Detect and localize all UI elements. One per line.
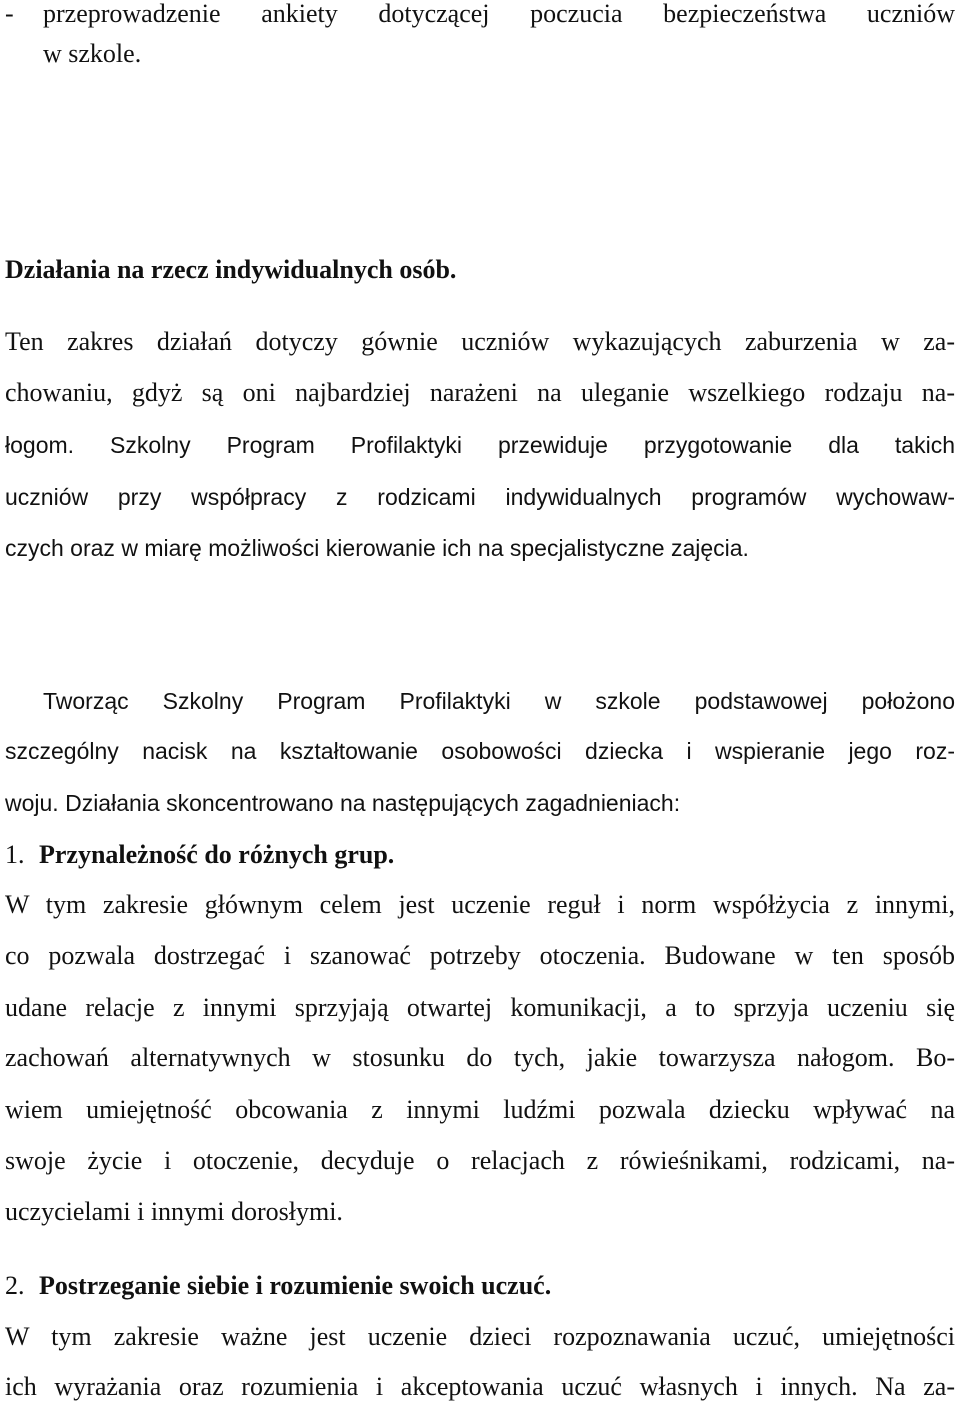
list-dash: - [5, 0, 14, 28]
paragraph-line: Ten zakres działań dotyczy gównie uczniów wykazujących zaburzenia w za- [5, 327, 955, 356]
paragraph-line: swoje życie i otoczenie, decyduje o relacjach z rówieśnikami, rodzicami, na- [5, 1146, 955, 1175]
paragraph-line: uczycielami i innymi dorosłymi. [5, 1197, 343, 1226]
paragraph-line: woju. Działania skoncentrowano na następujących zagadnieniach: [5, 790, 681, 816]
paragraph-line: ich wyrażania oraz rozumienia i akceptowania uczuć własnych i innych. Na za- [5, 1372, 955, 1401]
list-item-survey-line-2 [43, 39, 960, 69]
item-heading: Przynależność do różnych grup. [39, 840, 395, 869]
section-heading-individual: Działania na rzecz indywidualnych osób. [5, 255, 457, 284]
list-item-text: przeprowadzenie ankiety dotyczącej poczucia bezpieczeństwa uczniów [43, 0, 955, 28]
paragraph-line: wiem umiejętność obcowania z innymi ludźmi pozwala dziecku wpływać na [5, 1095, 955, 1124]
paragraph-line: co pozwala dostrzegać i szanować potrzeby otoczenia. Budowane w ten sposób [5, 941, 955, 970]
list-item-text-cont: w szkole. [43, 39, 142, 68]
item-number: 1. [5, 840, 25, 869]
numbered-heading-1 [5, 840, 955, 870]
list-item-survey-line-1 [5, 0, 955, 29]
item-number: 2. [5, 1271, 25, 1300]
paragraph-line: czych oraz w miarę możliwości kierowanie ich na specjalistyczne zajęcia. [5, 535, 749, 561]
paragraph-line: zachowań alternatywnych w stosunku do tych, jakie towarzysza nałogom. Bo- [5, 1043, 955, 1072]
paragraph-line: uczniów przy współpracy z rodzicami indywidualnych programów wychowaw- [5, 484, 955, 510]
paragraph-line: W tym zakresie głównym celem jest uczenie reguł i norm współżycia z innymi, [5, 890, 955, 919]
item-heading: Postrzeganie siebie i rozumienie swoich uczuć. [39, 1271, 552, 1300]
paragraph-line: szczególny nacisk na kształtowanie osobowości dziecka i wspieranie jego roz- [5, 738, 955, 764]
numbered-heading-2 [5, 1271, 955, 1301]
paragraph-line: Tworząc Szkolny Program Profilaktyki w szkole podstawowej położono [43, 688, 955, 714]
paragraph-line: udane relacje z innymi sprzyjają otwartej komunikacji, a to sprzyja uczeniu się [5, 993, 955, 1022]
paragraph-line: łogom. Szkolny Program Profilaktyki przewiduje przygotowanie dla takich [5, 432, 955, 458]
paragraph-line: chowaniu, gdyż są oni najbardziej narażeni na uleganie wszelkiego rodzaju na- [5, 378, 955, 407]
paragraph-line: W tym zakresie ważne jest uczenie dzieci rozpoznawania uczuć, umiejętności [5, 1322, 955, 1351]
